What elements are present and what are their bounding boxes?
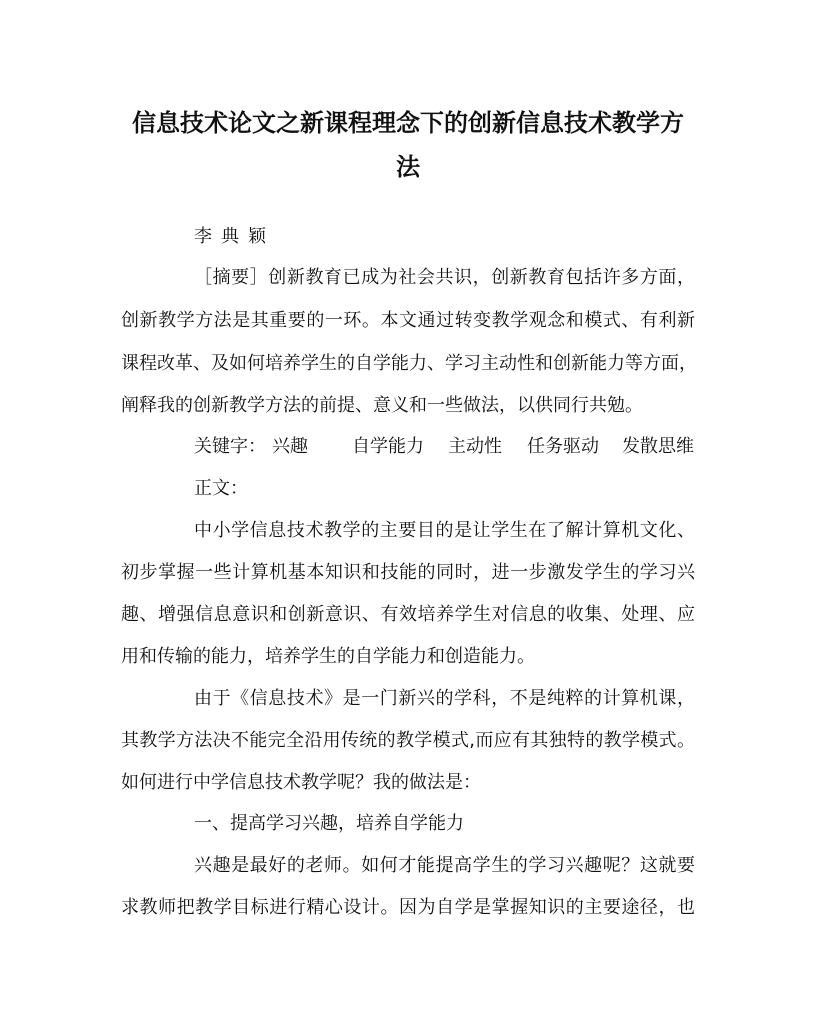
document-title-line-1: 信息技术论文之新课程理念下的创新信息技术教学方 xyxy=(132,108,684,137)
keyword-item: 任务驱动 xyxy=(527,436,599,457)
paragraph-line: 中小学信息技术教学的主要目的是让学生在了解计算机文化、 xyxy=(194,520,695,541)
author-name: 李典颖 xyxy=(194,226,275,247)
keyword-item: 自学能力 xyxy=(352,436,424,457)
keywords-label: 关键字： xyxy=(194,436,266,457)
body-label: 正文： xyxy=(194,478,248,499)
paragraph-line: 求教师把教学目标进行精心设计。因为自学是掌握知识的主要途径，也 xyxy=(121,897,695,918)
paragraph-line: 其教学方法决不能完全沿用传统的教学模式,而应有其独特的教学模式。 xyxy=(121,730,695,751)
keyword-item: 发散思维 xyxy=(622,436,694,457)
document-title-line-2: 法 xyxy=(396,152,420,181)
paragraph-line: 如何进行中学信息技术教学呢？我的做法是： xyxy=(121,772,481,793)
abstract-line: 课程改革、及如何培养学生的自学能力、学习主动性和创新能力等方面， xyxy=(121,353,697,374)
paragraph-line: 用和传输的能力，培养学生的自学能力和创造能力。 xyxy=(121,646,535,667)
abstract-line: 创新教学方法是其重要的一环。本文通过转变教学观念和模式、有利新 xyxy=(121,310,695,331)
abstract-line: ［摘要］创新教育已成为社会共识，创新教育包括许多方面， xyxy=(194,267,695,288)
keyword-item: 兴趣 xyxy=(272,436,308,457)
keyword-item: 主动性 xyxy=(448,436,502,457)
paragraph-line: 兴趣是最好的老师。如何才能提高学生的学习兴趣呢？这就要 xyxy=(194,855,695,876)
section-heading: 一、提高学习兴趣，培养自学能力 xyxy=(194,813,464,834)
paragraph-line: 趣、增强信息意识和创新意识、有效培养学生对信息的收集、处理、应 xyxy=(121,604,695,625)
paragraph-line: 由于《信息技术》是一门新兴的学科，不是纯粹的计算机课， xyxy=(194,688,695,709)
paragraph-line: 初步掌握一些计算机基本知识和技能的同时，进一步激发学生的学习兴 xyxy=(121,562,695,583)
abstract-line: 阐释我的创新教学方法的前提、意义和一些做法，以供同行共勉。 xyxy=(121,395,643,416)
